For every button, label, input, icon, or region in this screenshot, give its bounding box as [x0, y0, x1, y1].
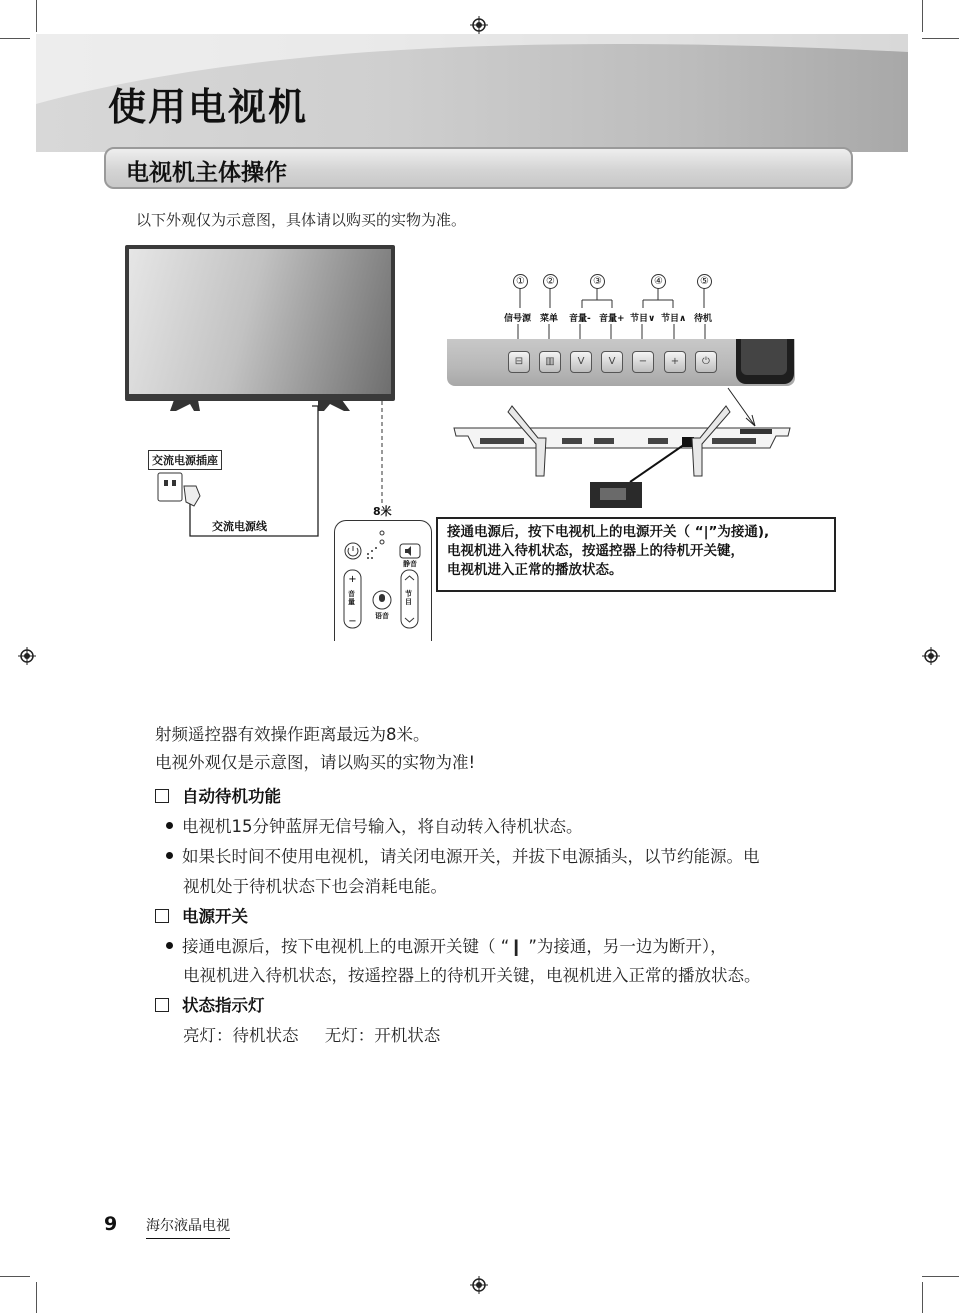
registration-mark-icon [470, 16, 488, 34]
callout-line: 电视机进入正常的播放状态。 [447, 562, 623, 578]
remote-mute-label: 静音 [403, 560, 417, 568]
section-title: 电视机主体操作 [126, 160, 287, 186]
checkbox-square-icon [155, 909, 169, 923]
page-number: 9 [104, 1213, 118, 1235]
power-socket-icon [150, 470, 210, 510]
footer-brand: 海尔液晶电视 [146, 1215, 230, 1239]
channel-down-button-icon: − [632, 351, 654, 373]
registration-mark-icon [470, 1276, 488, 1294]
volume-up-button-icon: V [601, 351, 623, 373]
crop-mark [0, 38, 30, 39]
crop-mark [922, 38, 959, 39]
button-label-channel-down: 节目∨ [630, 314, 656, 324]
button-label-source: 信号源 [504, 314, 532, 324]
remote-volume-label: 音量 [348, 590, 355, 606]
heading-text: 自动待机功能 [182, 787, 281, 806]
svg-text:+: + [348, 574, 357, 585]
menu-button-icon: ▥ [539, 351, 561, 373]
heading-text: 电源开关 [182, 907, 248, 926]
registration-mark-icon [922, 647, 940, 665]
checkbox-square-icon [155, 998, 169, 1012]
bullet-item [166, 843, 760, 867]
section-heading-auto-standby [155, 783, 281, 807]
cable-label: 交流电源线 [212, 520, 267, 533]
button-number: ② [543, 274, 558, 289]
note-line: 电视外观仅是示意图，请以购买的实物为准! [155, 753, 476, 772]
socket-label: 交流电源插座 [148, 450, 222, 470]
callout-line: 电视机进入待机状态，按遥控器上的待机开关键， [447, 543, 744, 559]
page-title: 使用电视机 [108, 85, 309, 129]
tv-foot-inner [741, 339, 787, 375]
intro-text: 以下外观仅为示意图，具体请以购买的实物为准。 [136, 211, 467, 229]
checkbox-square-icon [155, 789, 169, 803]
button-number: ① [513, 274, 528, 289]
bullet-item [166, 933, 727, 957]
crop-mark [922, 1276, 959, 1277]
button-label-channel-up: 节目∧ [661, 314, 687, 324]
button-number: ③ [590, 274, 605, 289]
bullet-dot-icon [166, 852, 173, 859]
callout-line: 接通电源后，按下电视机上的电源开关（ “|”为接通), [447, 524, 770, 540]
standby-button-icon: ⏻ [695, 351, 717, 373]
note-line: 射频遥控器有效操作距离最远为8米。 [155, 725, 430, 744]
channel-up-button-icon: + [664, 351, 686, 373]
bullet-continuation: 电视机进入待机状态，按遥控器上的待机开关键，电视机进入正常的播放状态。 [183, 966, 761, 985]
heading-text: 状态指示灯 [182, 996, 265, 1015]
crop-mark [922, 1282, 923, 1313]
crop-mark [36, 0, 37, 32]
registration-mark-icon [18, 647, 36, 665]
remote-channel-label: 节目 [405, 590, 412, 606]
bullet-continuation: 视机处于待机状态下也会消耗电能。 [183, 877, 447, 896]
button-number: ⑤ [697, 274, 712, 289]
tv-bottom-view [450, 386, 795, 514]
section-heading-power-switch [155, 903, 248, 927]
source-button-icon: ⊟ [508, 351, 530, 373]
remote-voice-label: 语音 [375, 612, 389, 620]
bullet-dot-icon [166, 942, 173, 949]
button-label-volume-down: 音量- [569, 314, 591, 324]
button-number: ④ [651, 274, 666, 289]
callout-text [447, 523, 839, 580]
button-label-volume-up: 音量+ [599, 314, 625, 324]
bullet-item [166, 813, 583, 837]
distance-label: 8米 [373, 505, 392, 518]
button-label-menu: 菜单 [540, 314, 559, 324]
button-label-standby: 待机 [694, 314, 713, 324]
bullet-dot-icon [166, 822, 173, 829]
bullet-text: 电视机15分钟蓝屏无信号输入，将自动转入待机状态。 [182, 817, 583, 836]
crop-mark [36, 1282, 37, 1313]
status-light-line: 亮灯：待机状态 无灯：开机状态 [183, 1026, 441, 1045]
section-heading-status-light [155, 992, 265, 1016]
volume-down-button-icon: V [570, 351, 592, 373]
tv-screen [129, 249, 391, 394]
bullet-text: 接通电源后，按下电视机上的电源开关键（ “❙ ”为接通，另一边为断开）， [182, 937, 727, 956]
crop-mark [0, 1276, 30, 1277]
bullet-text: 如果长时间不使用电视机，请关闭电源开关，并拔下电源插头，以节约能源。电 [182, 847, 760, 866]
crop-mark [922, 0, 923, 32]
svg-text:−: − [348, 616, 357, 627]
